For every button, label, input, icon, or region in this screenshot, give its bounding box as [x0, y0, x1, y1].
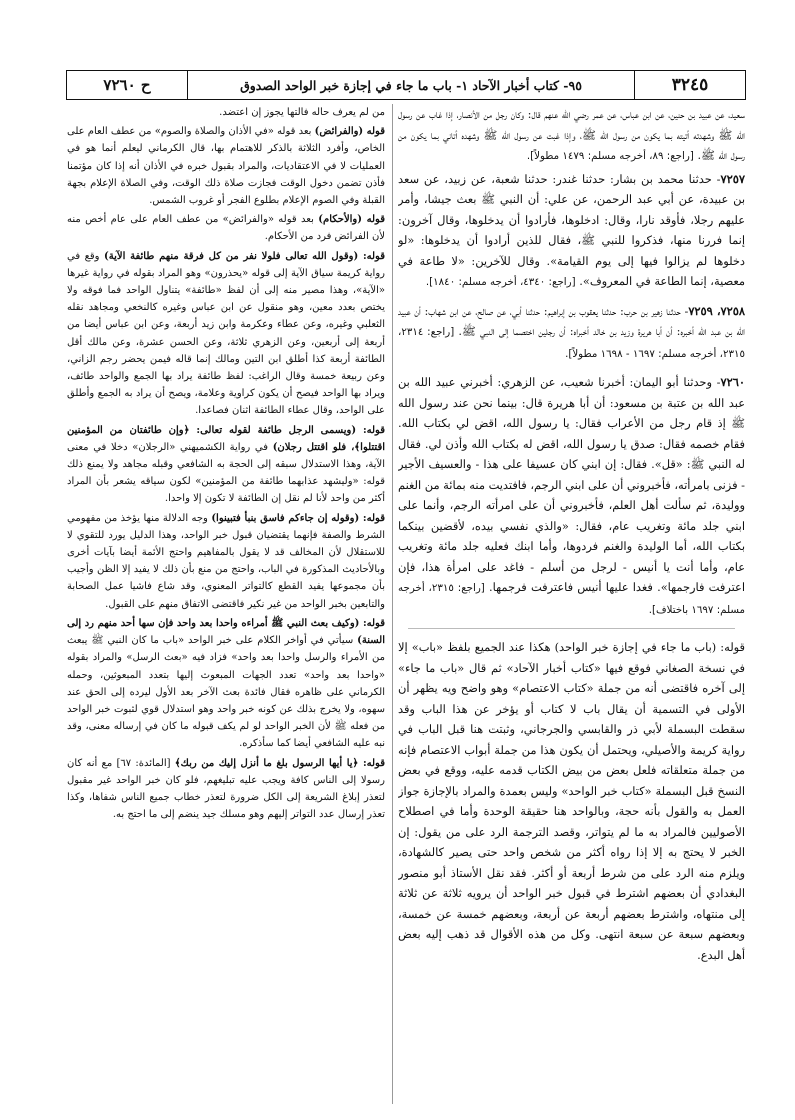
- chapter-title: ٩٥- كتاب أخبار الآحاد ١- باب ما جاء في إجازة خبر الواحد الصدوق: [240, 77, 582, 93]
- hadith-block: [398, 301, 745, 365]
- hadith-block: [398, 169, 745, 293]
- commentary-column: [67, 104, 385, 1104]
- hadith-text-column: [398, 104, 745, 1104]
- page-header: [66, 70, 746, 100]
- paragraph-text: بعد قوله «والفرائض» من عطف العام على عام أخص منه لأن الفرائض فرد من الأحكام.: [67, 214, 385, 243]
- paragraph-text: - حدثنا محمد بن بشار: حدثنا غندر: حدثنا شعبة، عن زبيد، عن سعد بن عبيدة، عن أبي عبد الرحمن، عن علي: أن النبي ﷺ بعث جيشا، وأمر عليهم رجلا، فأوقد نارا، وقال: ادخلوها، فأرادوا أن يدخلوها، وقال آخرون: إنما فررنا منها، فذكروا للنبي ﷺ، فقال للذين أرادوا أن يدخلوها: «لو دخلوها لم يزالوا فيها إلى يوم القيامة». وقال للآخرين: «لا طاعة في معصية، إنما الطاعة في المعروف».: [398, 171, 745, 288]
- commentary-heading: قوله: (وكيف بعث النبي ﷺ أمراءه واحدا بعد واحد فإن سها أحد منهم رد إلى السنة): [67, 617, 385, 647]
- hadith-block: [398, 372, 745, 620]
- paragraph-text: وجه الدلالة منها يؤخذ من مفهومي الشرط والصفة فإنهما يقتضيان قبول خبر الواحد، وهذا الدليل يورد للتقوي لا للاستقلال لأن المخالف قد لا يقول بالمفاهيم واحتج الأئمة أيضا بآيات أخرى وبالأحاديث المذكورة في الباب، واحتج من منع بأن ذلك لا يفيد إلا الظن وأجيب بأن مجموعها يفيد القطع كالتواتر المعنوي، وقد شاع فاشيا عمل الصحابة والتابعين بخبر الواحد من غير نكير فاقتضى الاتفاق منهم على القبول.: [67, 512, 385, 610]
- paragraph-text: سعيد، عن عبيد بن حنين، عن ابن عباس، عن عمر رضي الله عنهم قال: وكان رجل من الأنصار، إذا غاب عن رسول الله ﷺ وشهدته أتيته بما يكون من رسول الله ﷺ، وإذا غبت عن رسول الله ﷺ وشهده أتاني بما يكون من رسول الله ﷺ.: [398, 107, 745, 162]
- commentary-paragraph: [398, 637, 745, 965]
- paragraph-text: بعد قوله «في الأذان والصلاة والصوم» من عطف العام على الخاص، وأفرد الثلاثة بالذكر للاهتمام بها، قال الكرماني ليعلم أنما هو في العمليات لا في الاعتقاديات، والمراد بقبول خبره في الأذان أنه إذا كان مؤتمنا فأذن تضمن دخول الوقت فجازت صلاة ذلك الوقت، وفي الصلاة الإعلام بجهة القبلة وفي الصوم الإعلام بطلوع الفجر أو غروب الشمس.: [67, 126, 385, 207]
- commentary-paragraph: [67, 211, 385, 245]
- commentary-paragraph: [67, 123, 385, 209]
- commentary-heading: قوله: (ويسمى الرجل طائفة لقوله تعالى: ﴿وإن طائفتان من المؤمنين اقتتلوا﴾، فلو اقتتل رجلان): [67, 424, 385, 453]
- source-reference: [راجع: ٢٣١٤، ٢٣١٥، أخرجه مسلم: ١٦٩٧ - ١٦٩٨ مطولاً].: [398, 326, 745, 360]
- source-reference: [راجع: ٢٣١٥، أخرجه مسلم: ١٦٩٧ باختلاف].: [398, 582, 745, 616]
- commentary-paragraph: [67, 510, 385, 613]
- commentary-heading: قوله (والأحكام): [318, 214, 385, 226]
- commentary-paragraph: [67, 755, 385, 824]
- commentary-paragraph: [67, 422, 385, 508]
- paragraph-text: - حدثنا زهير بن حرب: حدثنا يعقوب بن إبراهيم: حدثنا أبي، عن صالح، عن ابن شهاب: أن عبيد الله بن عبد الله أخبره: أن أبا هريرة وزيد بن خالد أخبراه: أن رجلين اختصما إلى النبي ﷺ.: [398, 303, 745, 338]
- commentary-heading: قوله: (وقول الله تعالى فلولا نفر من كل فرقة منهم طائفة الآية): [103, 250, 385, 262]
- source-reference: [راجع: ٨٩، أخرجه مسلم: ١٤٧٩ مطولاً].: [526, 150, 694, 162]
- paragraph-text: قوله: (باب ما جاء في إجازة خبر الواحد) هكذا عند الجميع بلفظ «باب» إلا في نسخة الصغاني فوقع فيها «كتاب أخبار الآحاد» ثم قال «باب ما جاء» إلى آخره فاقتضى أنه من جملة «كتاب الاعتصام» وهو واضح ويه يظهر أن الأولى في التسمية أن يقال باب لا كتاب أو يؤخر عن هذا الباب وقد سقطت البسملة لأبي ذر والقابسي والجرجاني، وثبتت هنا قبل الباب في رواية كريمة والأصيلي، ويحتمل أن يكون هذا من جملة أبواب الاعتصام فإنه من جملة متعلقاته فلعل بعض من بيض الكتاب قدمه عليه، ووقع في بعض النسخ قبل البسملة «كتاب خبر الواحد» وليس بعمدة والمراد بالإجازة جواز العمل به والقول بأنه حجة، وبالواحد هنا حقيقة الوحدة وأما في اصطلاح الأصوليين فالمراد به ما لم يتواتر، وقصد الترجمة الرد على من يقول: إن الخبر لا يحتج به إلا إذا رواه أكثر من شخص واحد حتى يصير كالشهادة، ويلزم منه الرد على من شرط أربعة أو أكثر. فقد نقل الأستاذ أبو منصور البغدادي أن بعضهم اشترط في قبول خبر الواحد أن يرويه ثلاثة عن ثلاثة إلى منتهاه، واشترط بعضهم أربعة عن أربعة، وبعضهم خمسة عن خمسة، وبعضهم سبعة عن سبعة انتهى. وكل من هذه الأقوال قد ذهب إليه بعض أهل البدع.: [398, 640, 745, 962]
- paragraph-text: وقع في رواية كريمة سياق الآية إلى قوله «يحذرون» وهو المراد بقوله في رواية غيرها «الآية»، وهذا مصير منه إلى أن لفظ «طائفة» يتناول الواحد فما فوقه ولا يختص بعدد معين، وهو منقول عن ابن عباس وغيره كالنخعي ومجاهد نقله الثعلبي وغيره، وعن عطاء وعكرمة وابن زيد أربعة، وعن ابن عباس أيضا من أربعة إلى أربعين، وعن الزهري ثلاثة، وعن الحسن عشرة، وعن مالك أقل الطائفة أربعة كذا أطلق ابن التين ومالك إنما قاله فيمن يحضر رجم الزاني، وعن ربيعة خمسة وقال الراغب: لفظ طائفة يراد بها الجمع والواحد طائف، ويراد بها الواحد فيصح أن يكون كراوية وعلامة، ويصح أن يراد به الجمع وأطلق على الواحد، وقال عطاء الطائفة اثنان فصاعدا.: [67, 250, 385, 417]
- commentary-heading: قوله (والفرائض): [314, 126, 385, 138]
- paragraph-text: من لم يعرف حاله فالتها يجوز إن اعتضد.: [219, 107, 385, 118]
- column-divider: [392, 104, 393, 1104]
- paragraph-text: - وحدثنا أبو اليمان: أخبرنا شعيب، عن الزهري: أخبرني عبيد الله بن عبد الله بن عتبة بن مسعود: أن أبا هريرة قال: بينما نحن عند رسول الله ﷺ إذ قام رجل من الأعراب فقال: يا رسول الله، اقض لي بكتاب الله. فقام خصمه فقال: صدق يا رسول الله، اقض له بكتاب الله وأذن لي. فقال له النبي ﷺ: «قل». فقال: إن ابني كان عسيفا على هذا - والعسيف الأجير - فزنى بامرأته، فأخبروني أن على ابني الرجم، فافتديت منه بمائة من الغنم ووليدة، ثم سألت أهل العلم، فأخبروني أن على امرأته الرجم، وأنما على ابني جلد مائة وتغريب عام، فقال: «والذي نفسي بيده، لأقضين بينكما بكتاب الله، أما الوليدة والغنم فردوها، وأما ابنك فعليه جلد مائة وتغريب عام، وأما أنت يا أنيس - لرجل من أسلم - فاغد على امرأة هذا، فإن اعترفت فارجمها». فغدا عليها أنيس فاعترفت فرجمها.: [398, 375, 745, 594]
- text-paragraph: [67, 104, 385, 121]
- paragraph-text: سيأتي في أواخر الكلام على خبر الواحد «باب ما كان النبي ﷺ يبعث من الأمراء والرسل واحدا بعد واحد» فزاد فيه «بعث الرسل» والمراد بقوله «واحدا بعد واحد» تعدد الجهات المبعوث إليها بتعدد المبعوثين، وحمله الكرماني على ظاهره فقال فائدة بعث الآخر بعد الأول ليرده إلى الحق عند سهوه، ولا يخرج بذلك عن كونه خبر واحد وهو استدلال قوي لثبوت خبر الواحد من فعله ﷺ لأن الخبر الواحد لو لم يكف قبوله ما كان في إرساله معنى، وقد نبه عليه الشافعي أيضا كما سأذكره.: [67, 635, 385, 750]
- hadith-range: ح ٧٢٦٠: [67, 71, 188, 99]
- section-separator: [408, 628, 735, 629]
- hadith-number: ٧٢٥٧: [720, 171, 745, 186]
- source-reference: [راجع: ٤٣٤٠، أخرجه مسلم: ١٨٤٠].: [425, 276, 576, 288]
- hadith-number: ٧٢٦٠: [720, 375, 745, 389]
- hadith-number: ٧٢٥٨، ٧٢٥٩: [688, 303, 745, 318]
- page-number: ٣٢٤٥: [634, 71, 745, 99]
- commentary-paragraph: [67, 615, 385, 753]
- commentary-paragraph: [67, 248, 385, 420]
- text-paragraph: [398, 104, 745, 167]
- commentary-heading: قوله: (وقوله إن جاءكم فاسق بنبأ فتبينوا): [211, 512, 385, 524]
- commentary-heading: قوله: ﴿يا أيها الرسول بلغ ما أنزل إليك من ربك﴾: [174, 757, 385, 769]
- paragraph-text: في رواية الكشميهني «الرجلان» دخلا في معنى الآية، وهذا الاستدلال سبقه إلى الحجة به الشافعي وقبله مجاهد ولا يمنع ذلك قوله: «وليشهد عذابهما طائفة من المؤمنين» لكون سياقه يشعر بأن المراد أكثر من واحد لأنا لم نقل إن الطائفة لا تكون إلا واحدا.: [67, 441, 385, 505]
- paragraph-text: [المائدة: ٦٧] مع أنه كان رسولا إلى الناس كافة ويجب عليه تبليغهم، فلو كان خبر الواحد غير مقبول لتعذر إبلاغ الشريعة إلى الكل ضرورة لتعذر خطاب جميع الناس شفاها، وكذا تعذر إرسال عدد التواتر إليهم وهو مسلك جيد ينضم إلى ما احتج به.: [67, 757, 385, 821]
